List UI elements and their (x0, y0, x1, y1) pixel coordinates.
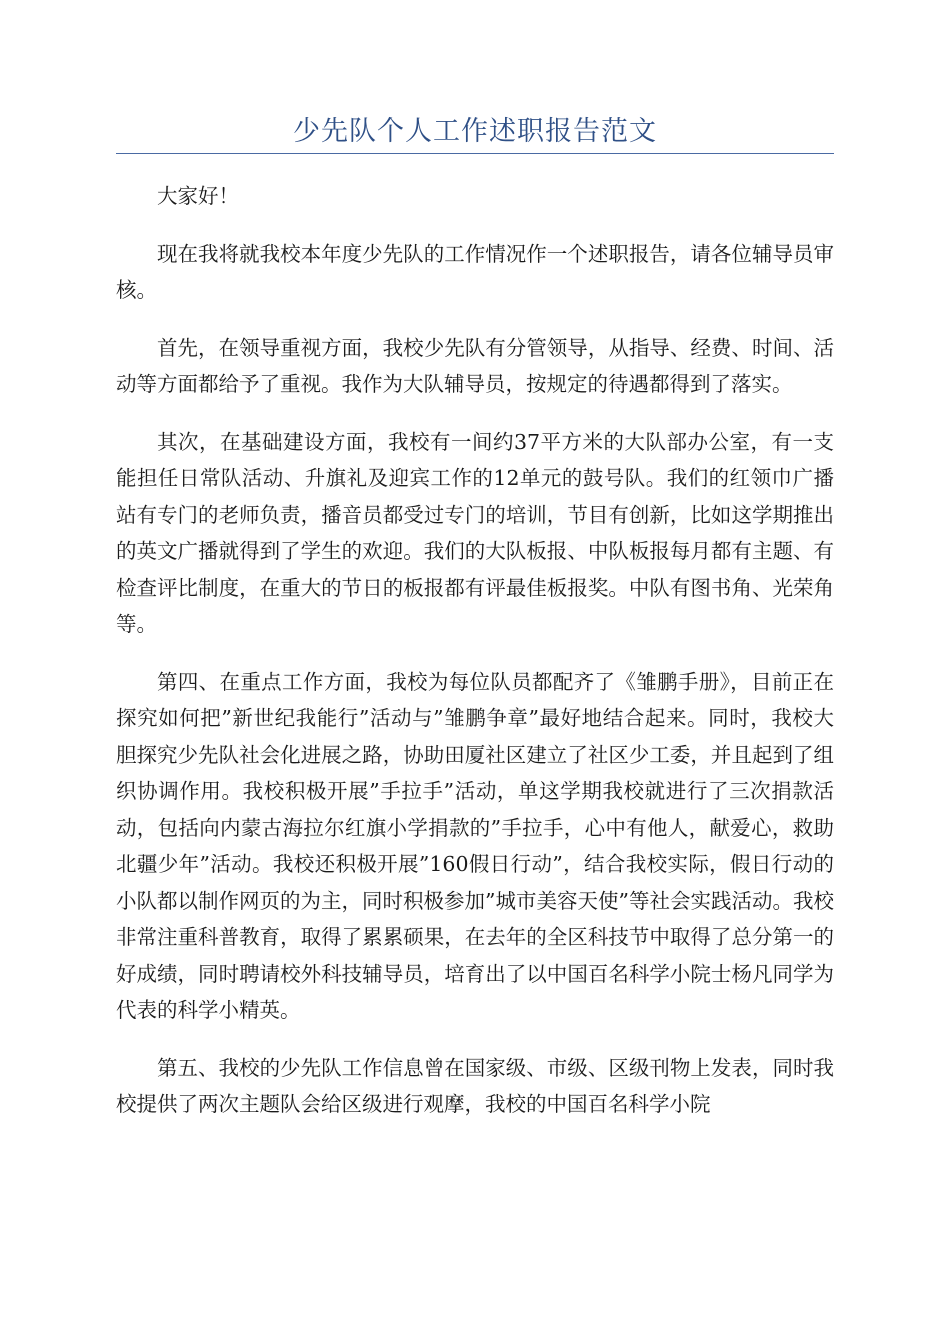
paragraph-infrastructure: 其次，在基础建设方面，我校有一间约37平方米的大队部办公室，有一支能担任日常队活动、升旗礼及迎宾工作的12单元的鼓号队。我们的红领巾广播站有专门的老师负责，播音员都受过专门的培训，节目有创新，比如这学期推出的英文广播就得到了学生的欢迎。我们的大队板报、中队板报每月都有主题、有检查评比制度，在重大的节日的板报都有评最佳板报奖。中队有图书角、光荣角等。 (116, 429, 834, 636)
paragraph-leadership: 首先，在领导重视方面，我校少先队有分管领导，从指导、经费、时间、活动等方面都给予了重视。我作为大队辅导员，按规定的待遇都得到了落实。 (116, 335, 834, 396)
paragraph-publications: 第五、我校的少先队工作信息曾在国家级、市级、区级刊物上发表，同时我校提供了两次主题队会给区级进行观摩，我校的中国百名科学小院 (116, 1055, 834, 1116)
document-body (116, 178, 834, 1144)
paragraph-key-work: 第四、在重点工作方面，我校为每位队员都配齐了《雏鹏手册》，目前正在探究如何把”新世纪我能行”活动与”雏鹏争章”最好地结合起来。同时，我校大胆探究少先队社会化进展之路，协助田厦社区建立了社区少工委，并且起到了组织协调作用。我校积极开展”手拉手”活动，单这学期我校就进行了三次捐款活动，包括向内蒙古海拉尔红旗小学捐款的”手拉手，心中有他人，献爱心，救助北疆少年”活动。我校还积极开展”160假日行动”，结合我校实际，假日行动的小队都以制作网页的为主，同时积极参加”城市美容天使”等社会实践活动。我校非常注重科普教育，取得了累累硕果，在去年的全区科技节中取得了总分第一的好成绩，同时聘请校外科技辅导员，培育出了以中国百名科学小院士杨凡同学为代表的科学小精英。 (116, 669, 834, 1022)
paragraph-intro: 现在我将就我校本年度少先队的工作情况作一个述职报告，请各位辅导员审核。 (116, 241, 834, 302)
document-title: 少先队个人工作述职报告范文 (293, 116, 657, 147)
title-underline (116, 153, 834, 154)
paragraph-greeting: 大家好！ (157, 184, 239, 208)
